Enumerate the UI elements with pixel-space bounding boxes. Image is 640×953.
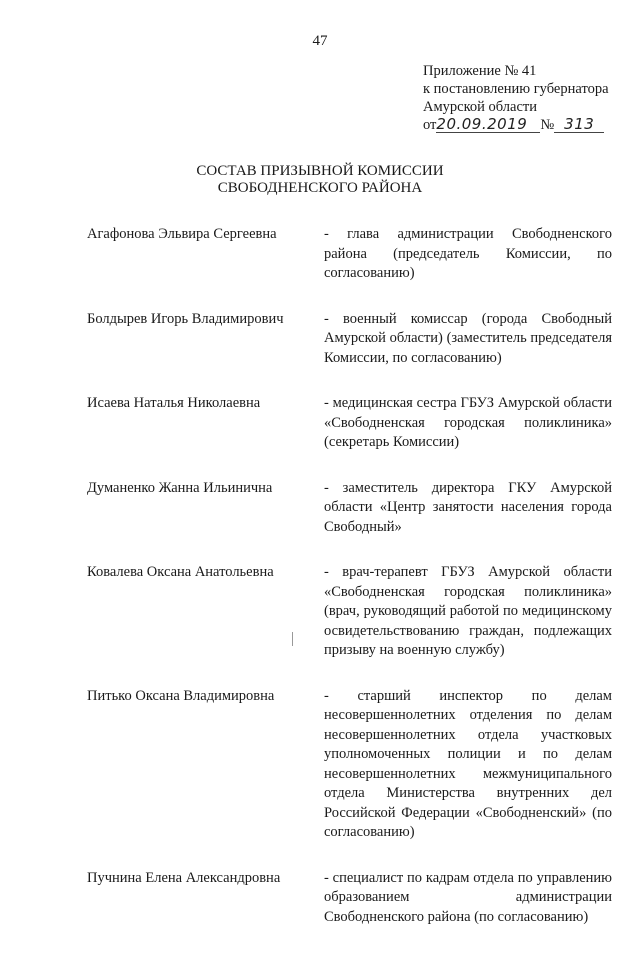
appendix-region-line: Амурской области [423, 99, 537, 115]
appendix-decree-line: к постановлению губернатора [423, 81, 609, 97]
member-name: Думаненко Жанна Ильинична [87, 479, 273, 496]
member-name: Агафонова Эльвира Сергеевна [87, 226, 277, 242]
handwritten-date: 20.09.2019 [436, 117, 540, 133]
member-row [87, 225, 612, 284]
member-row [87, 869, 612, 928]
appendix-block [423, 62, 609, 134]
appendix-date-row [423, 116, 609, 134]
member-row [87, 687, 612, 843]
handwritten-number: 313 [554, 117, 604, 133]
member-row [87, 310, 612, 369]
member-row [87, 563, 612, 661]
member-name: Болдырев Игорь Владимирович [87, 310, 284, 327]
member-role: - медицинская сестра ГБУЗ Амурской области «Свободненская городская поликлиника» (секретарь Комиссии) [324, 395, 612, 450]
date-prefix: от [423, 117, 437, 133]
title-line-1: СОСТАВ ПРИЗЫВНОЙ КОМИССИИ [196, 163, 444, 179]
scan-mark [292, 632, 293, 646]
member-role: - глава администрации Свободненского района (председатель Комиссии, по согласованию) [324, 226, 612, 281]
member-name: Питько Оксана Владимировна [87, 687, 275, 704]
document-title [0, 163, 640, 197]
commission-members-list [87, 225, 612, 953]
title-line-2: СВОБОДНЕНСКОГО РАЙОНА [217, 180, 423, 196]
member-role: - врач-терапевт ГБУЗ Амурской области «Свободненская городская поликлиника» (врач, руководящий работой по медицинскому освидетельствованию граждан, подлежащих призыву на военную службу) [324, 564, 612, 658]
member-name: Пучнина Елена Александровна [87, 869, 281, 886]
member-name: Исаева Наталья Николаевна [87, 395, 261, 411]
member-row [87, 394, 612, 453]
appendix-title: Приложение № 41 [423, 63, 537, 79]
member-role: - старший инспектор по делам несовершеннолетних отделения по делам несовершеннолетних отдела участковых уполномоченных полиции и по делам несовершеннолетних межмуниципального отдела Министерства внутренних дел Российской Федерации «Свободненский» (по согласованию) [324, 687, 612, 840]
member-role: - военный комиссар (города Свободный Амурской области) (заместитель председателя Комиссии, по согласованию) [324, 310, 612, 366]
member-role: - специалист по кадрам отдела по управлению образованием администрации Свободненского района (по согласованию) [324, 869, 612, 925]
page-number: 47 [312, 33, 328, 49]
member-name: Ковалева Оксана Анатольевна [87, 564, 274, 580]
number-prefix: № [540, 117, 555, 133]
member-role: - заместитель директора ГКУ Амурской области «Центр занятости населения города Свободный» [324, 479, 612, 535]
member-row [87, 479, 612, 538]
